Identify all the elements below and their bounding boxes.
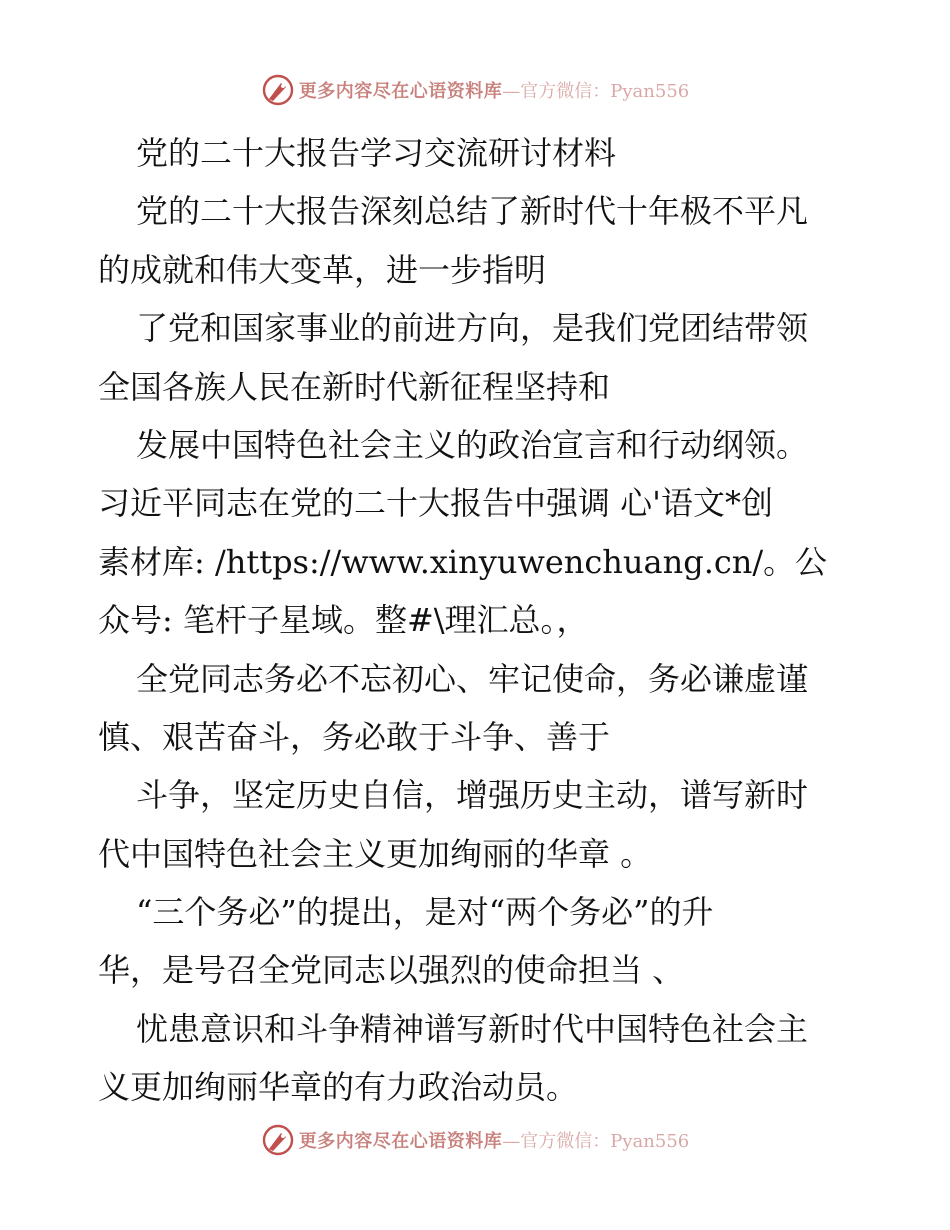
- pen-nib-logo-icon: [261, 1123, 295, 1157]
- header-watermark-banner: [0, 72, 950, 108]
- text-line: 代中国特色社会主义更加绚丽的华章 。: [98, 834, 653, 873]
- text-line: 慎、艰苦奋斗，务必敢于斗争、善于: [98, 717, 611, 756]
- text-line: 斗争，坚定历史自信，增强历史主动，谱写新时: [136, 776, 809, 815]
- footer-watermark-banner: [0, 1122, 950, 1158]
- banner-sub-text: —官方微信：Pyan556: [502, 1131, 690, 1152]
- text-line: 发展中国特色社会主义的政治宣言和行动纲领。: [136, 425, 809, 464]
- text-line: 忧患意识和斗争精神谱写新时代中国特色社会主: [136, 1009, 809, 1048]
- text-line: 了党和国家事业的前进方向，是我们党团结带领: [136, 309, 809, 348]
- text-line: 的成就和伟大变革，进一步指明: [98, 250, 547, 289]
- pen-nib-logo-icon: [261, 73, 295, 107]
- text-line: 义更加绚丽华章的有力政治动员。: [98, 1068, 579, 1107]
- text-line: 党的二十大报告深刻总结了新时代十年极不平凡: [136, 192, 809, 231]
- banner-sub-text: —官方微信：Pyan556: [502, 81, 690, 102]
- banner-main-text: 更多内容尽在心语资料库: [298, 1131, 503, 1152]
- text-line: 众号: 笔杆子星域。整#\理汇总。，: [98, 601, 589, 640]
- text-line: “三个务必”的提出，是对“两个务必”的升: [136, 893, 714, 932]
- banner-main-text: 更多内容尽在心语资料库: [298, 81, 503, 102]
- text-line: 全党同志务必不忘初心、牢记使命，务必谦虚谨: [136, 659, 809, 698]
- text-line: 华，是号召全党同志以强烈的使命担当 、: [98, 951, 685, 990]
- text-line: 习近平同志在党的二十大报告中强调 心'语文*创: [98, 484, 773, 523]
- document-body: [98, 124, 858, 1117]
- document-title: 党的二十大报告学习交流研讨材料: [136, 134, 617, 172]
- text-line: 全国各族人民在新时代新征程坚持和: [98, 367, 611, 406]
- text-line: 素材库: /https://www.xinyuwenchuang.cn/。公: [98, 542, 828, 581]
